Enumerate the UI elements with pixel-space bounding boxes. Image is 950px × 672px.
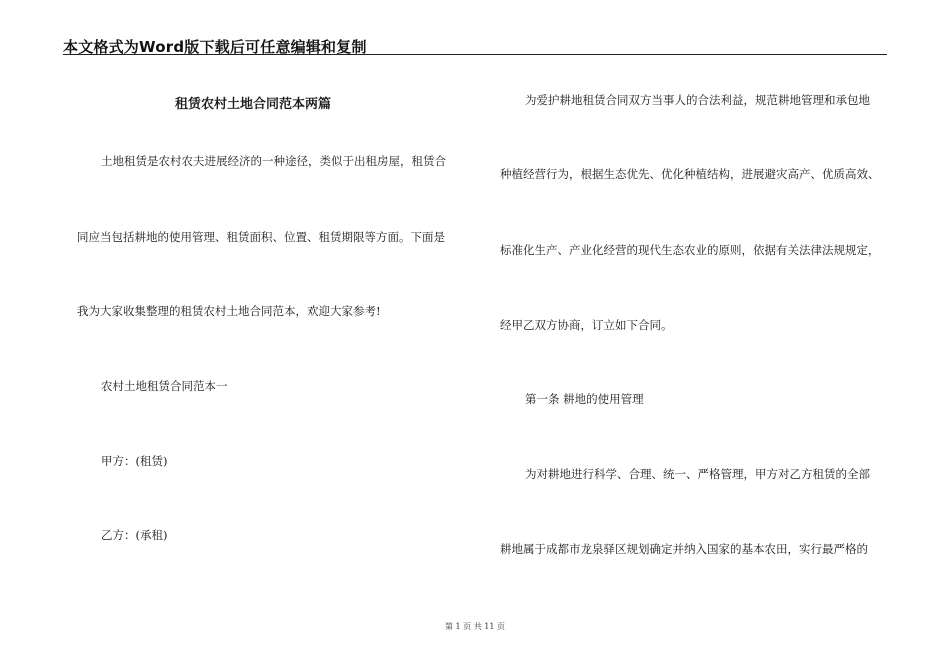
paragraph-line: 同应当包括耕地的使用管理、租赁面积、位置、租赁期限等方面。下面是	[77, 230, 445, 244]
paragraph-line: 土地租赁是农村农夫进展经济的一种途径，类似于出租房屋，租赁合	[101, 154, 446, 168]
paragraph-line: 为爱护耕地租赁合同双方当事人的合法利益，规范耕地管理和承包地	[525, 93, 870, 107]
page-number: 第 1 页 共 11 页	[445, 622, 505, 631]
paragraph-line: 经甲乙双方协商，订立如下合同。	[500, 318, 673, 332]
paragraph-line: 为对耕地进行科学、合理、统一、严格管理，甲方对乙方租赁的全部	[525, 467, 870, 481]
header-rule	[63, 54, 887, 55]
paragraph-line: 我为大家收集整理的租赁农村土地合同范本，欢迎大家参考!	[77, 304, 381, 318]
download-banner: 本文格式为Word版下载后可任意编辑和复制	[63, 38, 367, 56]
document-title: 租赁农村土地合同范本两篇	[175, 97, 332, 112]
party-b-line: 乙方：(承租)	[101, 528, 168, 542]
section-heading: 农村土地租赁合同范本一	[101, 379, 228, 393]
paragraph-line: 种植经营行为，根据生态优先、优化种植结构，进展避灾高产、优质高效、	[500, 167, 880, 181]
paragraph-line: 标准化生产、产业化经营的现代生态农业的原则，依据有关法律法规规定，	[500, 243, 880, 257]
clause-heading: 第一条 耕地的使用管理	[525, 392, 644, 406]
party-a-line: 甲方：(租赁)	[101, 454, 168, 468]
paragraph-line: 耕地属于成都市龙泉驿区规划确定并纳入国家的基本农田，实行最严格的	[500, 542, 868, 556]
